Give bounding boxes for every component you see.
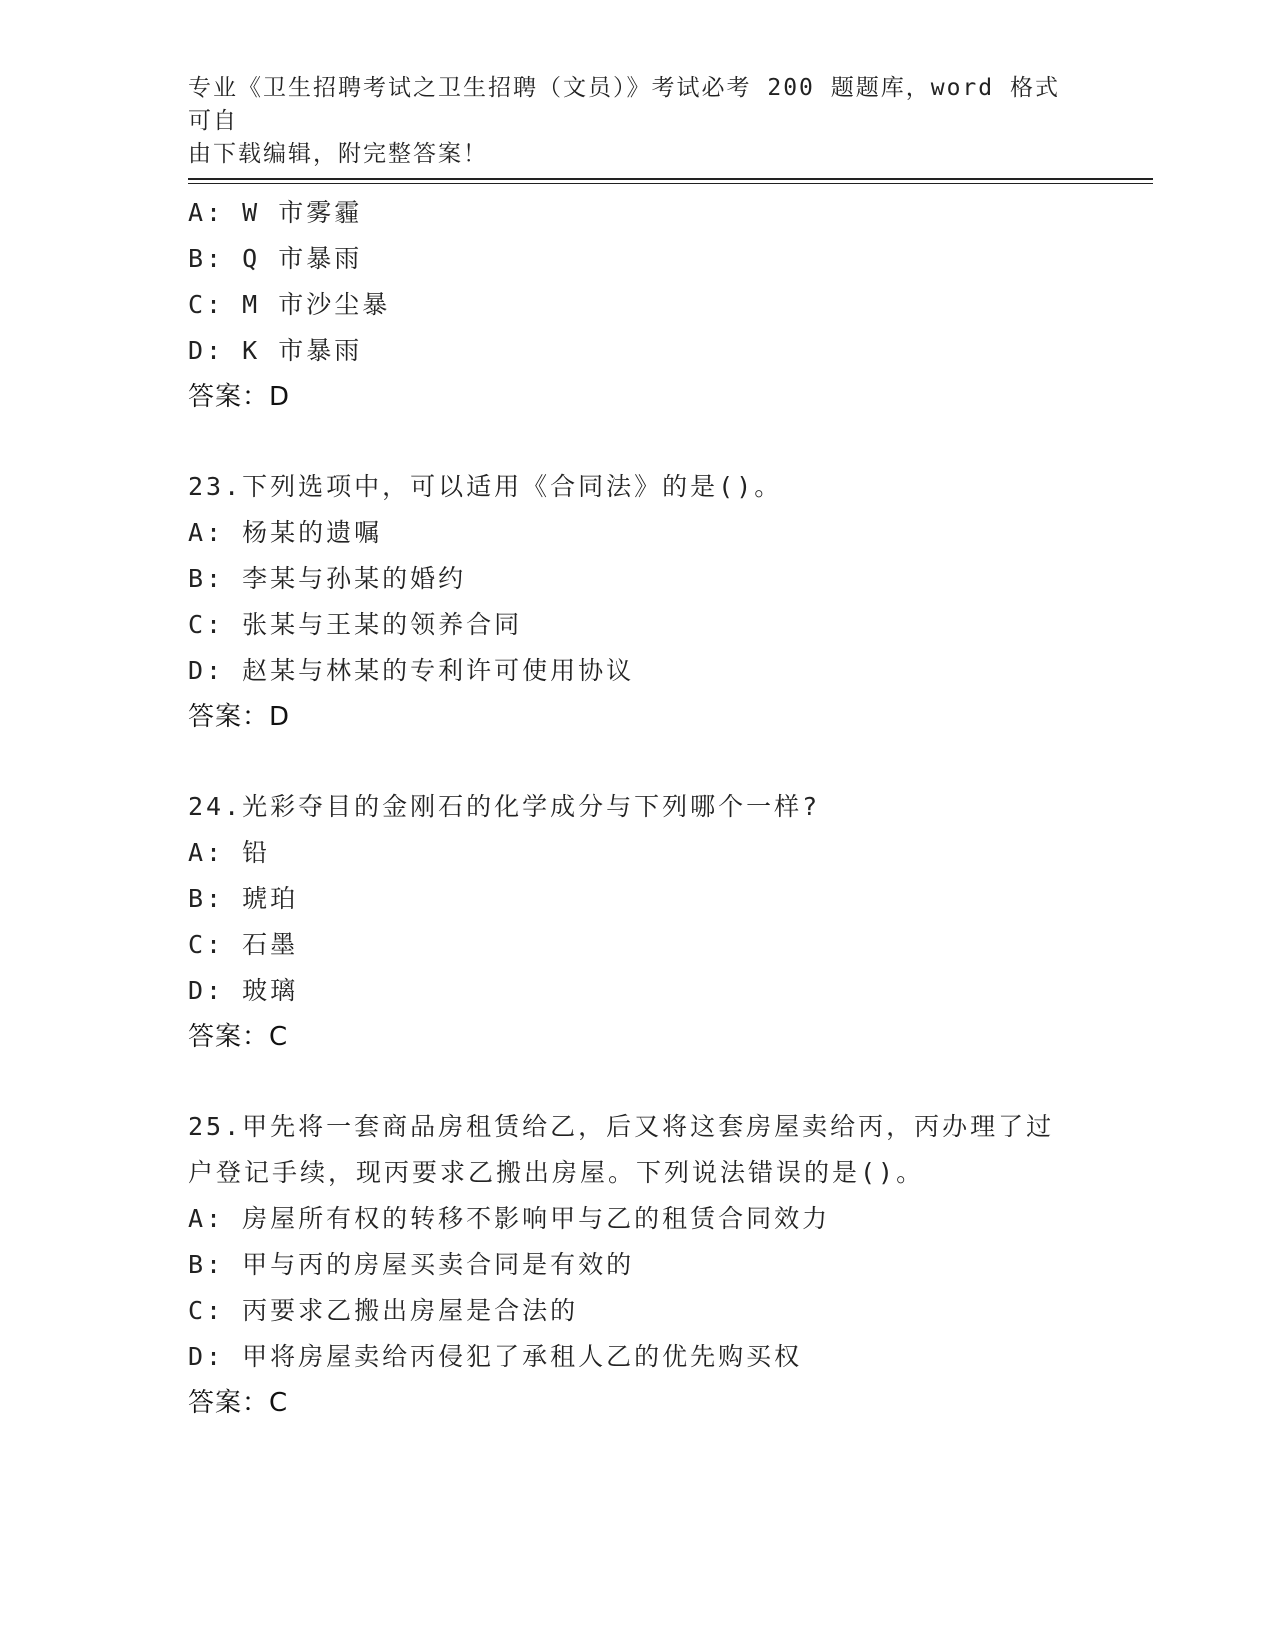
option-c: C: 张某与王某的领养合同 <box>188 610 523 639</box>
question-stem-line-2: 户登记手续，现丙要求乙搬出房屋。下列说法错误的是()。 <box>188 1158 925 1187</box>
option-c: C: M 市沙尘暴 <box>188 290 391 319</box>
header-divider-thick <box>188 178 1153 180</box>
question-25 <box>188 1104 1088 1426</box>
spacer <box>188 740 1088 784</box>
option-d: D: K 市暴雨 <box>188 336 363 365</box>
document-header <box>188 72 1068 171</box>
header-line-1: 专业《卫生招聘考试之卫生招聘（文员）》考试必考 200 题题库，word 格式可自 <box>188 75 1060 134</box>
spacer <box>188 420 1088 464</box>
option-c: C: 石墨 <box>188 930 299 959</box>
question-stem-line-1: 25.甲先将一套商品房租赁给乙，后又将这套房屋卖给丙，丙办理了过 <box>188 1112 1055 1141</box>
spacer <box>188 1060 1088 1104</box>
header-line-2: 由下载编辑，附完整答案！ <box>188 141 488 167</box>
option-c: C: 丙要求乙搬出房屋是合法的 <box>188 1296 579 1325</box>
answer-line: 答案：D <box>188 382 291 412</box>
question-list <box>188 190 1088 1426</box>
option-b: B: 李某与孙某的婚约 <box>188 564 467 593</box>
option-d: D: 赵某与林某的专利许可使用协议 <box>188 656 635 685</box>
question-24 <box>188 784 1088 1060</box>
option-d: D: 甲将房屋卖给丙侵犯了承租人乙的优先购买权 <box>188 1342 803 1371</box>
question-stem: 24.光彩夺目的金刚石的化学成分与下列哪个一样? <box>188 792 821 821</box>
option-b: B: 甲与丙的房屋买卖合同是有效的 <box>188 1250 635 1279</box>
header-divider-thin <box>188 183 1153 184</box>
option-b: B: Q 市暴雨 <box>188 244 363 273</box>
option-b: B: 琥珀 <box>188 884 299 913</box>
answer-line: 答案：D <box>188 702 291 732</box>
question-22-continued <box>188 190 1088 420</box>
answer-line: 答案：C <box>188 1388 289 1418</box>
option-a: A: 房屋所有权的转移不影响甲与乙的租赁合同效力 <box>188 1204 831 1233</box>
option-a: A: 铅 <box>188 838 271 867</box>
option-a: A: W 市雾霾 <box>188 198 363 227</box>
option-d: D: 玻璃 <box>188 976 299 1005</box>
question-stem: 23.下列选项中，可以适用《合同法》的是()。 <box>188 472 783 501</box>
question-23 <box>188 464 1088 740</box>
option-a: A: 杨某的遗嘱 <box>188 518 383 547</box>
answer-line: 答案：C <box>188 1022 289 1052</box>
